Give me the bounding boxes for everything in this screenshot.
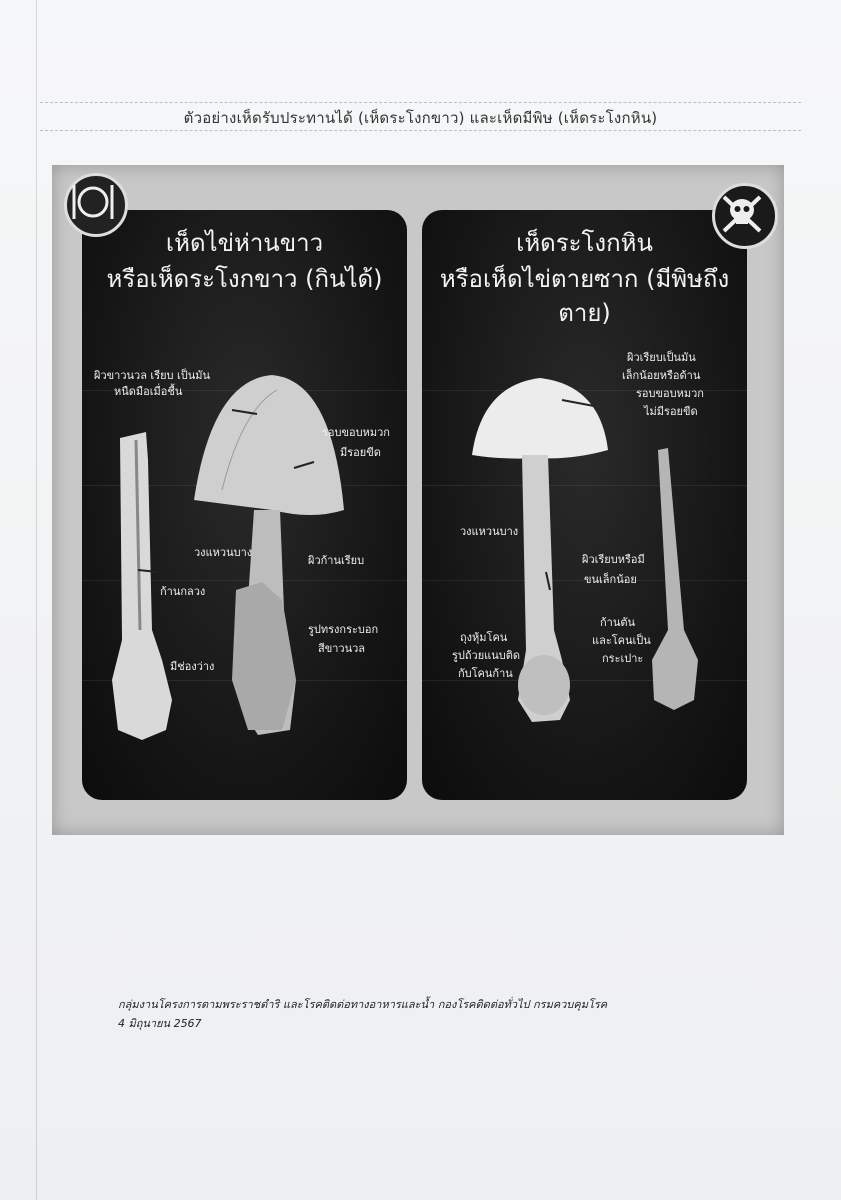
poisonous-stem-label-1: ผิวเรียบหรือมี (582, 553, 645, 566)
poisonous-base-label-3: กระเปาะ (602, 652, 644, 665)
skull-crossbones-icon (712, 183, 778, 249)
poisonous-base-label-2: และโคนเป็น (592, 634, 651, 647)
poisonous-ring-label: วงแหวนบาง (460, 525, 519, 538)
page-edge-line (36, 0, 37, 1200)
poisonous-cap-edge-label-2: ไม่มีรอยขีด (644, 405, 698, 418)
footer-department: กลุ่มงานโครงการตามพระราชดำริ และโรคติดต่อทางอาหารและน้ำ กองโรคติดต่อทั่วไป กรมควบคุมโรค (118, 998, 608, 1011)
poisonous-volva-label-3: กับโคนก้าน (458, 667, 513, 680)
footer-date: 4 มิถุนายน 2567 (118, 1017, 202, 1030)
poisonous-cap-surface-label-1: ผิวเรียบเป็นมัน (627, 351, 696, 364)
poisonous-stem-label-2: ขนเล็กน้อย (584, 573, 637, 586)
edible-cup-label-1: รูปทรงกระบอก (308, 623, 379, 636)
edible-cap-surface-label-2: หนืดมือเมื่อชื้น (114, 385, 183, 398)
edible-mushroom-illustration (82, 210, 407, 800)
edible-cup-label-2: สีขาวนวล (318, 642, 366, 655)
poisonous-mushroom-panel (422, 210, 747, 800)
edible-hollow-stem-label: ก้านกลวง (160, 585, 206, 598)
edible-ring-label: วงแหวนบาง (194, 546, 253, 559)
edible-title-line1: เห็ดไข่ห่านขาว (165, 229, 324, 257)
heading-rule-bottom (40, 130, 801, 131)
edible-cavity-label: มีช่องว่าง (170, 660, 215, 673)
poisonous-volva-label-1: ถุงหุ้มโคน (460, 631, 508, 644)
heading-rule-top (40, 102, 801, 103)
edible-stem-label: ผิวก้านเรียบ (308, 554, 365, 567)
page-heading: ตัวอย่างเห็ดรับประทานได้ (เห็ดระโงกขาว) และเห็ดมีพิษ (เห็ดระโงกหิน) (183, 109, 658, 127)
poisonous-title-line2: หรือเห็ดไข่ตายซาก (มีพิษถึงตาย) (439, 265, 730, 327)
edible-cap-edge-label-1: รอบขอบหมวก (322, 426, 390, 439)
poisonous-mushroom-illustration (422, 210, 747, 800)
edible-title-line2: หรือเห็ดระโงกขาว (กินได้) (106, 265, 383, 293)
comparison-figure (52, 165, 784, 835)
poisonous-cap-surface-label-2: เล็กน้อยหรือด้าน (622, 369, 701, 382)
edible-mushroom-panel (82, 210, 407, 800)
edible-cap-surface-label-1: ผิวขาวนวล เรียบ เป็นมัน (94, 369, 211, 382)
plate-utensils-icon (64, 173, 128, 237)
edible-cap-edge-label-2: มีรอยขีด (340, 446, 381, 459)
poisonous-volva-label-2: รูปถ้วยแนบติด (452, 649, 521, 662)
poisonous-cap-edge-label-1: รอบขอบหมวก (636, 387, 704, 400)
poisonous-base-label-1: ก้านตัน (600, 616, 636, 629)
poisonous-title-line1: เห็ดระโงกหิน (516, 229, 653, 257)
